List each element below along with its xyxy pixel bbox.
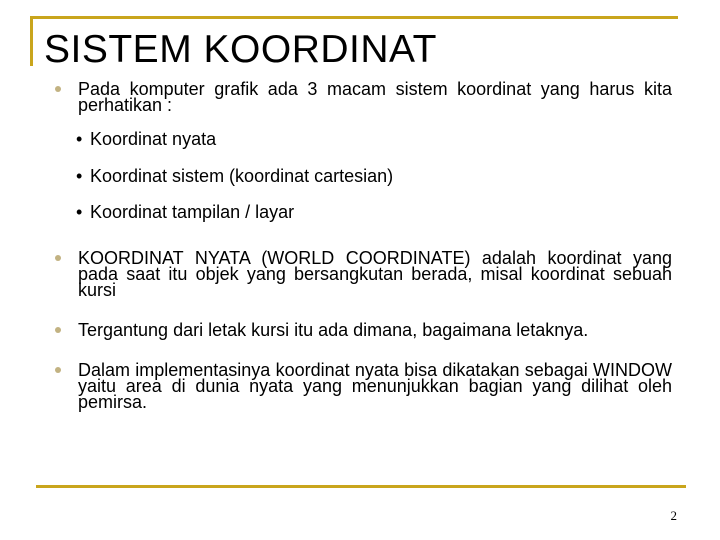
title-frame-left-line <box>30 16 33 66</box>
bullet-dot-icon <box>55 86 61 92</box>
sub-bullet-item <box>44 166 672 186</box>
footer-divider <box>36 485 686 488</box>
bullet-item <box>44 81 672 113</box>
sub-bullet-text: Koordinat sistem (koordinat cartesian) <box>90 166 394 186</box>
slide-title: SISTEM KOORDINAT <box>44 28 437 71</box>
bullet-item <box>44 362 672 410</box>
bullet-text: KOORDINAT NYATA (WORLD COORDINATE) adalah koordinat yang pada saat itu objek yang bersangkutan berada, misal koordinat sebuah kursi <box>78 248 672 300</box>
slide-content <box>44 78 672 410</box>
bullet-item <box>44 322 672 338</box>
bullet-text: Tergantung dari letak kursi itu ada dimana, bagaimana letaknya. <box>78 320 589 340</box>
sub-bullet-dot-icon: • <box>76 129 83 149</box>
bullet-item <box>44 250 672 298</box>
sub-bullet-text: Koordinat tampilan / layar <box>90 202 295 222</box>
sub-bullet-dot-icon: • <box>76 202 83 222</box>
bullet-text: Pada komputer grafik ada 3 macam sistem koordinat yang harus kita perhatikan : <box>78 79 672 115</box>
sub-bullet-text: Koordinat nyata <box>90 129 217 149</box>
page-number: 2 <box>670 508 677 523</box>
sub-bullet-dot-icon: • <box>76 166 83 186</box>
bullet-dot-icon <box>55 367 61 373</box>
sub-bullet-item <box>44 129 672 149</box>
bullet-dot-icon <box>55 255 61 261</box>
bullet-text: Dalam implementasinya koordinat nyata bisa dikatakan sebagai WINDOW yaitu area di dunia nyata yang menunjukkan bagian yang dilihat oleh pemirsa. <box>78 360 672 412</box>
title-frame-top-line <box>30 16 678 19</box>
bullet-dot-icon <box>55 327 61 333</box>
sub-bullet-item <box>44 202 672 222</box>
